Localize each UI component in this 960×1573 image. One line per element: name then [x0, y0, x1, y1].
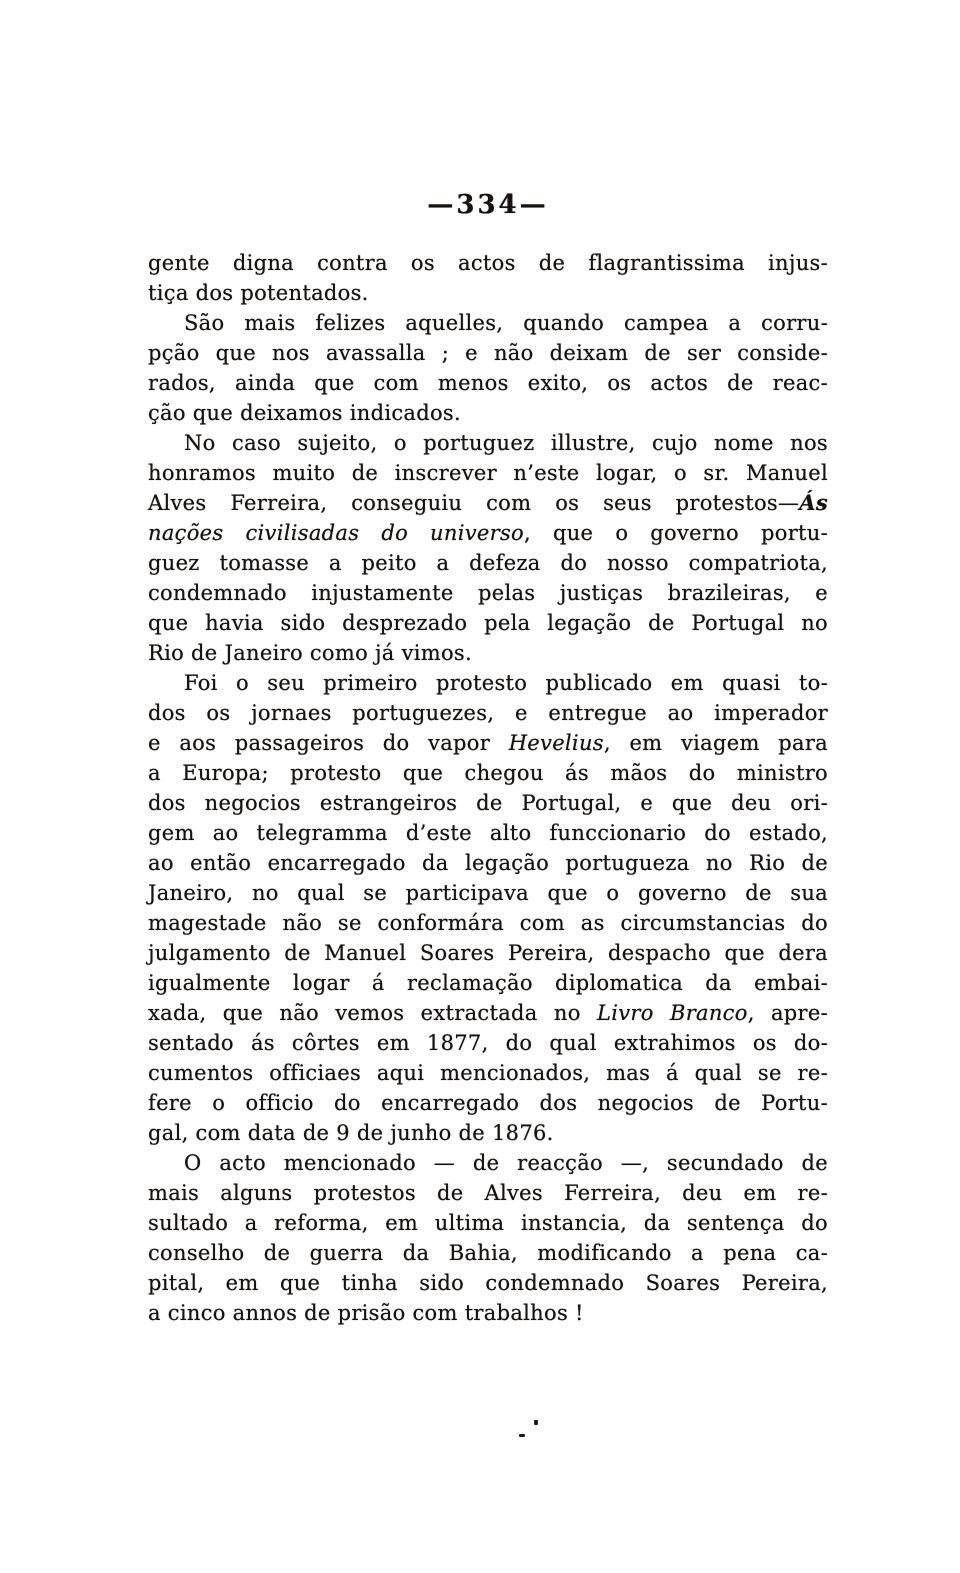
text-line [148, 458, 828, 488]
scan-speck [519, 1434, 525, 1437]
text-segment: Hevelius [508, 731, 604, 755]
text-segment: magestade não se conformára com as circumstancias do [148, 911, 828, 935]
text-segment: , em viagem para [603, 731, 828, 755]
text-line [148, 668, 828, 698]
text-segment: guez tomasse a peito a defeza do nosso compatriota, [148, 551, 828, 575]
text-line [148, 1118, 828, 1148]
paragraph [148, 428, 828, 668]
text-line [148, 1208, 828, 1238]
text-line [148, 548, 828, 578]
text-segment: Livro Branco [596, 1001, 748, 1025]
text-line [148, 308, 828, 338]
text-segment: tiça dos potentados. [148, 281, 369, 305]
text-segment: fere o officio do encarregado dos negocios de Portu- [148, 1091, 828, 1115]
text-segment: condemnado injustamente pelas justiças brazileiras, e [148, 581, 828, 605]
text-line [148, 1088, 828, 1118]
text-segment: Foi o seu primeiro protesto publicado em quasi to- [184, 671, 828, 695]
text-segment: cumentos officiaes aqui mencionados, mas á qual se re- [148, 1061, 828, 1085]
text-line [148, 638, 828, 668]
text-segment: mais alguns protestos de Alves Ferreira, deu em re- [148, 1181, 828, 1205]
text-segment: sentado ás côrtes em 1877, do qual extrahimos os do- [148, 1031, 828, 1055]
text-segment: sultado a reforma, em ultima instancia, da sentença do [148, 1211, 828, 1235]
text-segment: São mais felizes aquelles, quando campea a corru- [184, 311, 828, 335]
text-line [148, 428, 828, 458]
text-line [148, 518, 828, 548]
text-segment: gente digna contra os actos de flagrantissima injus- [148, 251, 828, 275]
text-segment: gal, com data de 9 de junho de 1876. [148, 1121, 554, 1145]
text-line [148, 788, 828, 818]
text-line [148, 398, 828, 428]
text-segment: e aos passageiros do vapor [148, 731, 509, 755]
text-segment: ao então encarregado da legação portugueza no Rio de [148, 851, 828, 875]
text-line [148, 1148, 828, 1178]
text-line [148, 938, 828, 968]
text-line [148, 698, 828, 728]
text-segment: dos negocios estrangeiros de Portugal, e que deu ori- [148, 791, 828, 815]
text-line [148, 338, 828, 368]
text-segment: , apre- [747, 1001, 828, 1025]
text-line [148, 1178, 828, 1208]
text-line [148, 728, 828, 758]
text-segment: igualmente logar á reclamação diplomatica da embai- [148, 971, 828, 995]
text-segment: ção que deixamos indicados. [148, 401, 461, 425]
text-segment: pção que nos avassalla ; e não deixam de ser conside- [148, 341, 828, 365]
paragraph [148, 308, 828, 428]
text-line [148, 878, 828, 908]
text-line [148, 1028, 828, 1058]
text-segment: a cinco annos de prisão com trabalhos ! [148, 1301, 584, 1325]
text-segment: dos os jornaes portuguezes, e entregue ao imperador [148, 701, 828, 725]
text-line [148, 608, 828, 638]
text-line [148, 1058, 828, 1088]
text-line [148, 1238, 828, 1268]
text-line [148, 278, 828, 308]
text-segment: honramos muito de inscrever n’este logar, o sr. Manuel [148, 461, 828, 485]
text-line [148, 968, 828, 998]
text-segment: Rio de Janeiro como já vimos. [148, 641, 472, 665]
text-segment: xada, que não vemos extractada no [148, 1001, 597, 1025]
text-line [148, 1268, 828, 1298]
text-segment: gem ao telegramma d’este alto funccionario do estado, [148, 821, 828, 845]
text-segment: julgamento de Manuel Soares Pereira, despacho que dera [148, 941, 828, 965]
text-line [148, 758, 828, 788]
text-line [148, 908, 828, 938]
text-line [148, 998, 828, 1028]
text-line [148, 578, 828, 608]
text-segment: a Europa; protesto que chegou ás mãos do ministro [148, 761, 828, 785]
text-line [148, 368, 828, 398]
text-segment: Ás [799, 490, 828, 515]
paragraph [148, 248, 828, 308]
paragraph [148, 1148, 828, 1328]
text-block [148, 248, 828, 1328]
text-line [148, 818, 828, 848]
text-line [148, 1298, 828, 1328]
paragraph [148, 668, 828, 1148]
text-segment: nações civilisadas do universo [148, 521, 524, 545]
text-line [148, 488, 828, 518]
text-segment: pital, em que tinha sido condemnado Soares Pereira, [148, 1271, 828, 1295]
text-segment: No caso sujeito, o portuguez illustre, cujo nome nos [184, 431, 828, 455]
text-segment: O acto mencionado — de reacção —, secundado de [184, 1151, 828, 1175]
text-segment: Janeiro, no qual se participava que o governo de sua [148, 881, 828, 905]
text-segment: conselho de guerra da Bahia, modificando a pena ca- [148, 1241, 828, 1265]
page-number: —334— [427, 190, 549, 220]
text-line [148, 248, 828, 278]
text-segment: rados, ainda que com menos exito, os actos de reac- [148, 371, 828, 395]
text-segment: que havia sido desprezado pela legação de Portugal no [148, 611, 828, 635]
scan-speck [534, 1420, 538, 1425]
text-segment: , que o governo portu- [523, 521, 828, 545]
text-line [148, 848, 828, 878]
text-segment: Alves Ferreira, conseguiu com os seus protestos— [148, 491, 800, 515]
